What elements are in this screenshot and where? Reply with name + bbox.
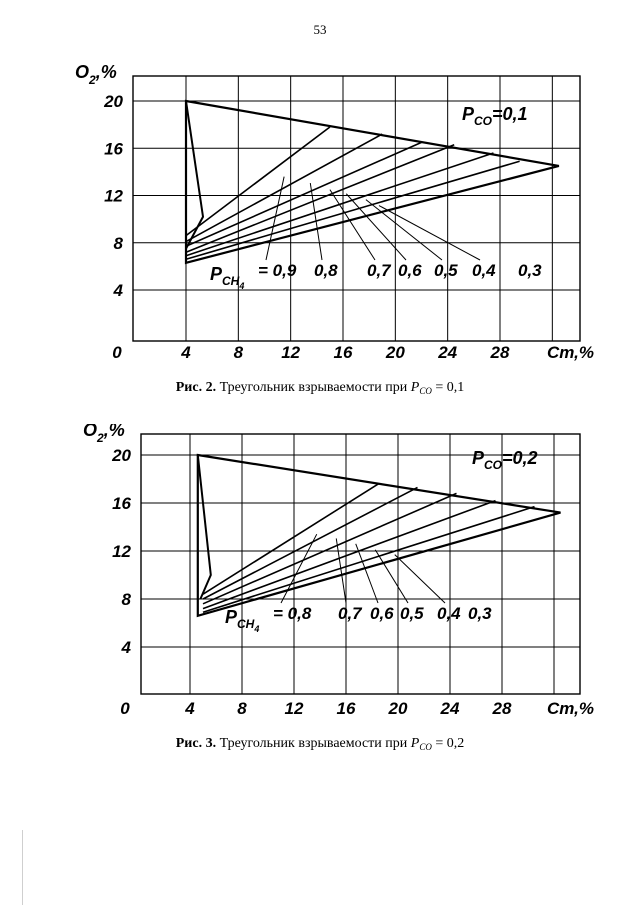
explosion-triangle-chart-2	[0, 424, 640, 724]
caption-text: Треугольник взрываемости при	[219, 736, 408, 751]
y-axis-title: $O_2,\%$	[75, 62, 117, 87]
x-axis-title: Cт,%	[546, 699, 594, 718]
caption-prefix: Рис. 3.	[175, 736, 217, 751]
caption-text: Треугольник взрываемости при	[219, 380, 408, 395]
y-tick-label: 16	[104, 139, 123, 159]
series-line-0-4	[203, 507, 535, 613]
pch4-value-label: 0,7	[338, 604, 362, 623]
pch4-value-label: 0,3	[518, 261, 542, 280]
x-tick-label: 12	[281, 343, 301, 362]
x-tick-label: 0	[112, 343, 122, 362]
explosion-triangle	[186, 101, 559, 263]
series-line-0-6	[203, 493, 457, 603]
figure-caption-2	[0, 736, 640, 752]
caption-sub: CO	[419, 742, 432, 752]
leader-line	[356, 544, 378, 603]
pch4-label: $P_{CH4}$	[210, 264, 245, 291]
pco-label: $P_{CO}=0,1$	[462, 104, 528, 128]
x-tick-label: 24	[440, 699, 460, 718]
x-tick-label: 16	[336, 699, 356, 718]
x-tick-label: 20	[388, 699, 408, 718]
x-tick-label: 8	[237, 699, 247, 718]
caption-value: = 0,2	[435, 736, 465, 751]
caption-value: = 0,1	[435, 380, 465, 395]
figure-caption-1	[0, 380, 640, 396]
explosion-triangle	[198, 455, 561, 616]
y-tick-label: 16	[112, 494, 131, 513]
leader-line	[366, 200, 442, 260]
x-tick-label: 28	[492, 699, 512, 718]
y-tick-label: 20	[104, 92, 123, 111]
y-tick-label: 12	[104, 186, 123, 206]
pch4-value-label: = 0,8	[273, 604, 312, 623]
x-tick-label: 24	[438, 343, 458, 362]
pch4-value-label: 0,8	[314, 261, 338, 280]
pch4-value-label: 0,5	[434, 261, 458, 280]
pch4-value-label: = 0,9	[258, 261, 297, 280]
caption-prefix: Рис. 2.	[175, 380, 217, 395]
pch4-value-label: 0,6	[398, 261, 422, 280]
x-tick-label: 12	[284, 699, 304, 718]
pch4-value-label: 0,4	[472, 261, 496, 280]
explosion-triangle-chart-1	[0, 56, 640, 376]
caption-var: P	[410, 736, 420, 751]
leader-line	[379, 206, 480, 260]
y-tick-label: 4	[121, 638, 131, 657]
pch4-value-label: 0,6	[370, 604, 394, 623]
nose-limit-line	[198, 455, 211, 599]
y-tick-label: 8	[121, 590, 131, 609]
y-tick-label: 4	[113, 281, 123, 300]
pco-label: $P_{CO}=0,2$	[472, 448, 538, 472]
leader-line	[395, 555, 445, 603]
plot-frame	[141, 434, 580, 694]
y-tick-label: 12	[112, 542, 131, 561]
x-tick-label: 0	[120, 699, 130, 718]
x-tick-label: 28	[490, 343, 510, 362]
leader-line	[336, 538, 346, 603]
y-tick-label: 8	[113, 233, 123, 253]
x-axis-title: Cт,%	[546, 343, 594, 362]
caption-sub: CO	[419, 386, 432, 396]
series-line-0-6	[186, 145, 454, 252]
scan-artifact-line	[22, 830, 23, 905]
nose-limit-line	[186, 101, 203, 249]
y-tick-label: 20	[112, 446, 131, 465]
caption-var: P	[410, 380, 420, 395]
pch4-value-label: 0,5	[400, 604, 424, 623]
pch4-label: $P_{CH4}$	[225, 607, 260, 634]
pch4-value-label: 0,3	[468, 604, 492, 623]
x-tick-label: 16	[333, 343, 353, 362]
series-line-0-7	[186, 142, 422, 246]
x-tick-label: 4	[181, 343, 191, 362]
x-tick-label: 4	[185, 699, 195, 718]
pch4-value-label: 0,7	[367, 261, 391, 280]
y-axis-title: $O_2,\%$	[83, 424, 125, 445]
pch4-value-label: 0,4	[437, 604, 461, 623]
series-line-0-7	[203, 487, 418, 599]
x-tick-label: 8	[233, 343, 244, 362]
page-number: 53	[313, 22, 327, 37]
series-line-0-5	[203, 501, 496, 609]
x-tick-label: 20	[385, 343, 405, 362]
series-line-0-9	[186, 127, 330, 236]
series-line-0-4	[186, 161, 520, 259]
